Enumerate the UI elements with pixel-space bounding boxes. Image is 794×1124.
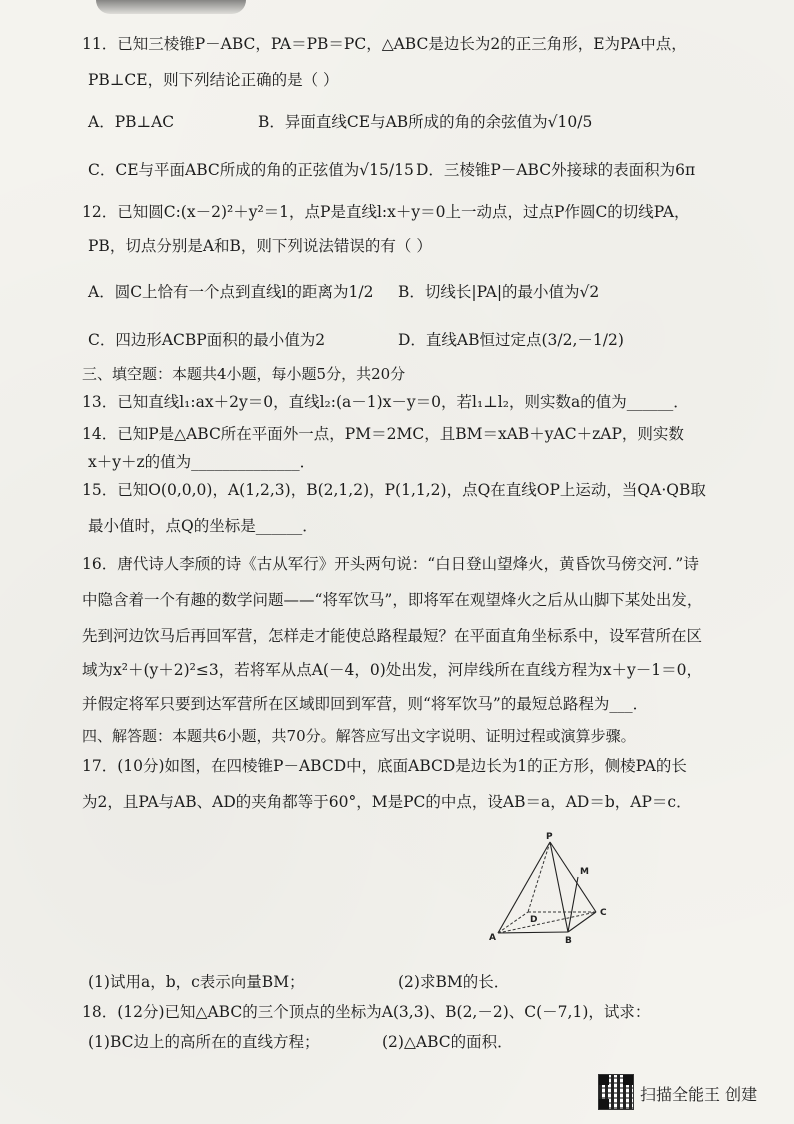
q12-option-d: D．直线AB恒过定点(3/2,－1/2) [398,331,624,349]
edge-pa [498,842,550,933]
q17-part1: (1)试用a，b，c表示向量BM； [88,973,305,991]
q12-stem-line1: 12．已知圆C:(x－2)²＋y²＝1，点P是直线l:x＋y＝0上一动点，过点P作圆C的切线PA， [82,203,690,221]
q12-option-c: C．四边形ACBP面积的最小值为2 [88,331,326,349]
q11-option-c: C．CE与平面ABC所成的角的正弦值为√15/15 [88,161,414,179]
scan-shadow [96,0,246,14]
q11-stem-line2: PB⊥CE，则下列结论正确的是（ ） [88,71,339,89]
q12-option-a: A．圆C上恰有一个点到直线l的距离为1/2 [88,283,374,301]
q12-stem-line2: PB，切点分别是A和B，则下列说法错误的有（ ） [88,237,432,255]
q11-option-d: D．三棱锥P－ABC外接球的表面积为6π [416,161,696,179]
label-b: B [565,936,572,946]
q14-line2: x＋y＋z的值为______________． [88,453,316,471]
q11-option-a: A．PB⊥AC [88,113,175,131]
q15-line1: 15．已知O(0,0,0)，A(1,2,3)，B(2,1,2)，P(1,1,2)，点Q在直线OP上运动，当QA·QB取 [82,481,706,499]
q13-line: 13．已知直线l₁:ax＋2y＝0，直线l₂:(a－1)x－y＝0，若l₁⊥l₂，则实数a的值为______． [82,393,689,411]
q18-part1: (1)BC边上的高所在的直线方程； [88,1033,320,1051]
scanner-brand-text: 扫描全能王 创建 [640,1085,758,1104]
section-answer-heading: 四、解答题：本题共6小题，共70分。解答应写出文字说明、证明过程或演算步骤。 [82,727,636,745]
q16-line3: 先到河边饮马后再回军营，怎样走才能使总路程最短？在平面直角坐标系中，设军营所在区 [82,627,703,645]
q16-line1: 16．唐代诗人李颀的诗《古从军行》开头两句说：“白日登山望烽火，黄昏饮马傍交河．”诗 [82,555,699,573]
q11-option-b: B．异面直线CE与AB所成的角的余弦值为√10/5 [258,113,593,131]
label-d: D [530,915,538,925]
pyramid-diagram [480,828,630,948]
q17-line1: 17．(10分)如图，在四棱锥P－ABCD中，底面ABCD是边长为1的正方形，侧棱PA的长 [82,757,687,775]
label-a: A [489,933,496,943]
q17-part2: (2)求BM的长． [398,973,510,991]
q17-line2: 为2，且PA与AB、AD的夹角都等于60°，M是PC的中点，设AB＝a，AD＝b，AP＝c． [82,793,692,811]
q14-line1: 14．已知P是△ABC所在平面外一点，PM＝2MC，且BM＝xAB＋yAC＋zAP，则实数 [82,425,684,443]
label-m: M [580,867,589,877]
q18-line1: 18．(12分)已知△ABC的三个顶点的坐标为A(3,3)、B(2,－2)、C(－7,1)，试求： [82,1003,651,1021]
section-fill-in-heading: 三、填空题：本题共4小题，每小题5分，共20分 [82,365,406,383]
label-p: P [546,832,553,842]
edge-pd [528,842,550,912]
label-c: C [600,908,607,918]
segment-bm [568,877,578,932]
q16-line4: 域为x²＋(y＋2)²≤3，若将军从点A(－4，0)处出发，河岸线所在直线方程为x＋y－1＝0， [82,661,702,679]
q15-line2: 最小值时，点Q的坐标是______． [88,517,318,535]
scanner-watermark [598,1074,778,1108]
qr-code-icon [598,1074,634,1110]
q11-stem-line1: 11．已知三棱锥P－ABC，PA＝PB＝PC，△ABC是边长为2的正三角形，E为PA中点， [82,35,687,53]
pyramid-figure [480,828,630,948]
q12-option-b: B．切线长|PA|的最小值为√2 [398,283,600,301]
q18-part2: (2)△ABC的面积． [382,1033,513,1051]
edge-ab [498,932,568,933]
q16-line5: 并假定将军只要到达军营所在区域即回到军营，则“将军饮马”的最短总路程为___． [82,695,649,713]
q16-line2: 中隐含着一个有趣的数学问题——“将军饮马”，即将军在观望烽火之后从山脚下某处出发， [82,591,703,609]
